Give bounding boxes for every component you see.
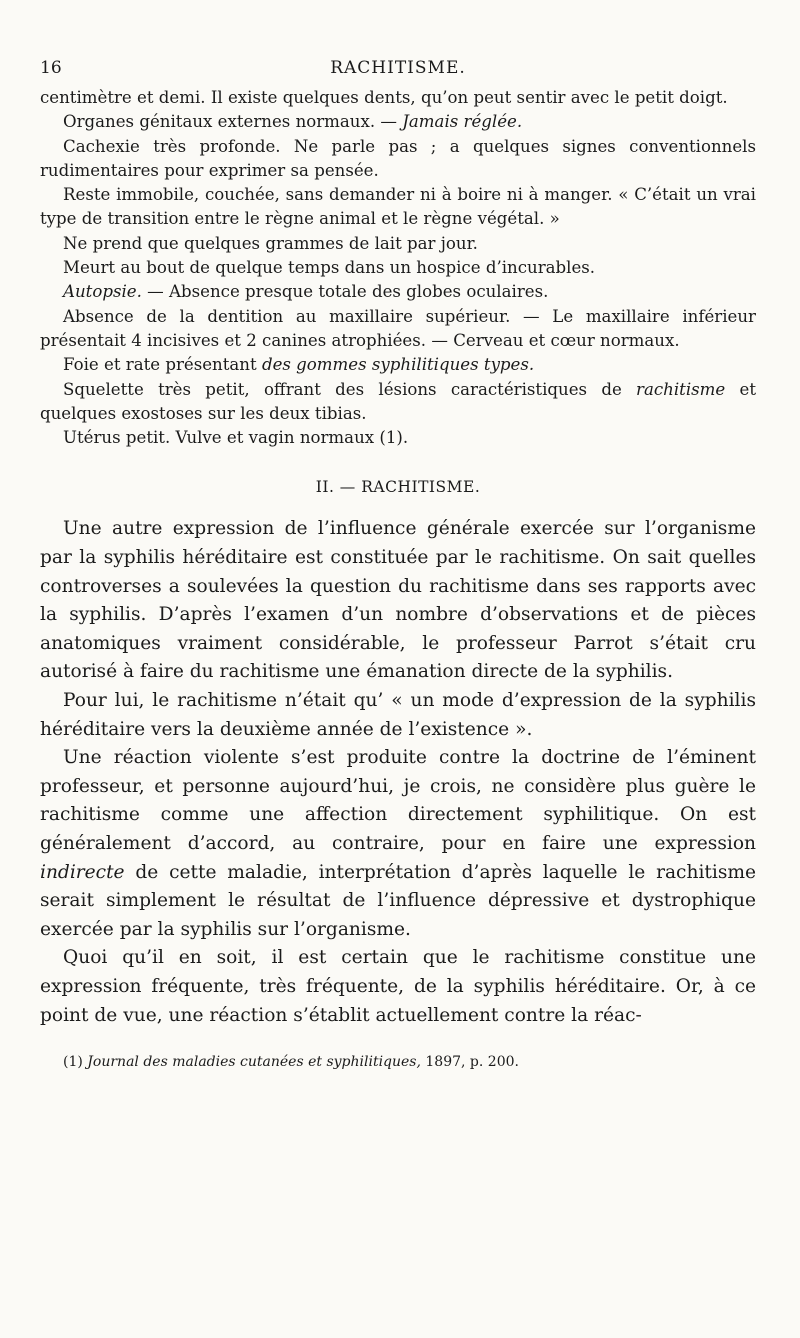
case-note: Ne prend que quelques grammes de lait par jour. bbox=[63, 233, 478, 253]
case-notes bbox=[40, 86, 756, 450]
body-text bbox=[40, 515, 756, 1030]
body-paragraph: Quoi qu’il en soit, il est certain que le rachitisme constitue une expression fréquente, très fréquente, de la syphilis héréditaire. Or, à ce point de vue, une réaction s’établit actuellement contre la réac- bbox=[40, 947, 756, 1026]
case-note: Utérus petit. Vulve et vagin normaux (1). bbox=[63, 428, 409, 448]
footnote-marker: (1) bbox=[63, 1054, 83, 1071]
page-number: 16 bbox=[40, 58, 62, 78]
case-note: Squelette très petit, offrant des lésions caractéristiques de rachitisme et quelques exostoses sur les deux tibias. bbox=[40, 379, 756, 423]
footnote-source: Journal des maladies cutanées et syphilitiques, bbox=[87, 1054, 421, 1071]
case-note: Autopsie. — Absence presque totale des globes oculaires. bbox=[63, 282, 549, 302]
case-note: Cachexie très profonde. Ne parle pas ; a quelques signes conventionnels rudimentaires pour exprimer sa pensée. bbox=[40, 136, 756, 180]
page-header bbox=[40, 58, 756, 86]
case-note: Absence de la dentition au maxillaire supérieur. — Le maxillaire inférieur présentait 4 incisives et 2 canines atrophiées. — Cerveau et cœur normaux. bbox=[40, 306, 756, 350]
case-note: Reste immobile, couchée, sans demander ni à boire ni à manger. « C’était un vrai type de transition entre le règne animal et le règne végétal. » bbox=[40, 185, 756, 229]
footnote bbox=[40, 1054, 756, 1070]
body-paragraph: Une réaction violente s’est produite contre la doctrine de l’éminent professeur, et personne aujourd’hui, je crois, ne considère plus guère le rachitisme comme une affection directement syphilitique. On est généralement d’accord, au contraire, pour en faire une expression indirecte de cette maladie, interprétation d’après laquelle le rachitisme serait simplement le résultat de l’influence dépressive et dystrophique exercée par la syphilis sur l’organisme. bbox=[40, 747, 756, 940]
body-paragraph: Une autre expression de l’influence générale exercée sur l’organisme par la syphilis héréditaire est constituée par le rachitisme. On sait quelles controverses a soulevées la question du rachitisme dans ses rapports avec la syphilis. D’après l’examen d’un nombre d’observations et de pièces anatomiques vraiment considérable, le professeur Parrot s’était cru autorisé à faire du rachitisme une émanation directe de la syphilis. bbox=[40, 518, 756, 683]
document-page bbox=[40, 58, 756, 1070]
running-title: RACHITISME. bbox=[330, 58, 466, 78]
case-note: centimètre et demi. Il existe quelques dents, qu’on peut sentir avec le petit doigt. bbox=[40, 88, 728, 107]
case-note: Meurt au bout de quelque temps dans un hospice d’incurables. bbox=[63, 258, 596, 278]
case-note: Foie et rate présentant des gommes syphilitiques types. bbox=[63, 355, 535, 375]
section-title: II. — RACHITISME. bbox=[315, 478, 481, 497]
footnote-details: 1897, p. 200. bbox=[420, 1054, 519, 1071]
body-paragraph: Pour lui, le rachitisme n’était qu’ « un mode d’expression de la syphilis héréditaire vers la deuxième année de l’existence ». bbox=[40, 690, 756, 740]
case-note: Organes génitaux externes normaux. — Jamais réglée. bbox=[63, 112, 523, 132]
